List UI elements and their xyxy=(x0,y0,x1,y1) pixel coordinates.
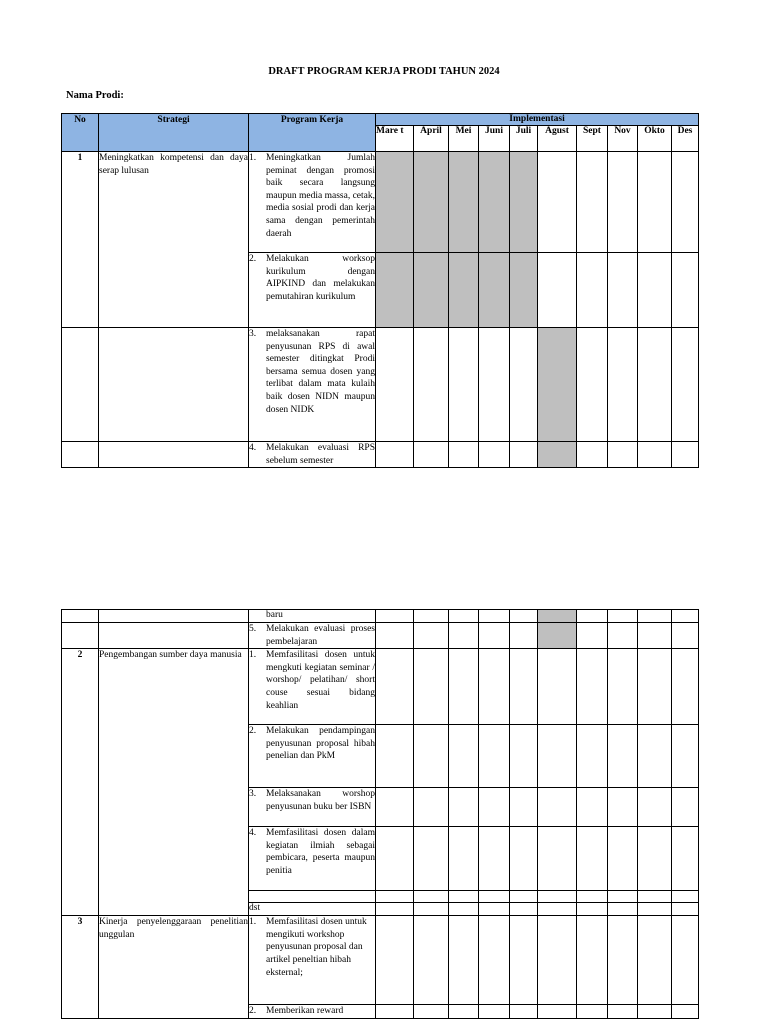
month-cell xyxy=(510,152,538,253)
month-cell xyxy=(449,328,479,442)
item-number: 2. xyxy=(249,1006,257,1017)
month-cell xyxy=(510,328,538,442)
month-cell xyxy=(672,725,699,788)
month-cell xyxy=(638,788,672,827)
month-cell xyxy=(479,903,510,916)
month-cell xyxy=(510,725,538,788)
month-cell xyxy=(449,827,479,891)
item-text: Meningkatkan Jumlah peminat dengan promosi baik secara langsung maupun media massa, cetak, media sosial prodi dan kerja sama dengan pemerintah daerah xyxy=(266,153,375,239)
row-number xyxy=(62,328,99,442)
month-cell xyxy=(376,649,414,725)
month-cell xyxy=(449,152,479,253)
row-number xyxy=(62,442,99,468)
month-cell xyxy=(479,442,510,468)
month-cell xyxy=(577,891,608,903)
month-cell xyxy=(538,152,577,253)
month-cell xyxy=(414,725,449,788)
month-cell xyxy=(510,788,538,827)
month-cell xyxy=(538,442,577,468)
month-cell xyxy=(449,916,479,1005)
item-text: Memberikan reward xyxy=(266,1006,344,1017)
month-cell xyxy=(672,788,699,827)
month-cell xyxy=(577,623,608,649)
month-cell xyxy=(638,442,672,468)
month-cell xyxy=(638,903,672,916)
month-cell xyxy=(672,916,699,1005)
item-text: Melakukan evaluasi RPS sebelum semester xyxy=(266,443,375,466)
month-cell xyxy=(577,827,608,891)
month-cell xyxy=(479,649,510,725)
month-cell xyxy=(414,253,449,328)
month-cell xyxy=(608,891,638,903)
header-month: Des xyxy=(672,126,699,152)
month-cell xyxy=(376,442,414,468)
month-cell xyxy=(376,1005,414,1019)
header-month: Okto xyxy=(638,126,672,152)
program-cell xyxy=(249,827,376,891)
month-cell xyxy=(577,328,608,442)
month-cell xyxy=(672,649,699,725)
month-cell xyxy=(376,253,414,328)
month-cell xyxy=(638,916,672,1005)
month-cell xyxy=(538,827,577,891)
month-cell xyxy=(449,1005,479,1019)
month-cell xyxy=(577,1005,608,1019)
program-cell xyxy=(249,253,376,328)
month-cell xyxy=(638,610,672,623)
month-cell xyxy=(577,442,608,468)
item-number: 3. xyxy=(249,789,257,800)
month-cell xyxy=(608,1005,638,1019)
table-row xyxy=(62,649,699,725)
month-cell xyxy=(376,916,414,1005)
table-row xyxy=(62,916,699,1005)
month-cell xyxy=(638,623,672,649)
month-cell xyxy=(672,1005,699,1019)
month-cell xyxy=(376,891,414,903)
program-cell xyxy=(249,788,376,827)
header-month: Nov xyxy=(608,126,638,152)
month-cell xyxy=(449,788,479,827)
month-cell xyxy=(672,903,699,916)
month-cell xyxy=(672,610,699,623)
month-cell xyxy=(608,827,638,891)
item-number: 5. xyxy=(249,624,257,634)
month-cell xyxy=(510,1005,538,1019)
month-cell xyxy=(376,827,414,891)
month-cell xyxy=(577,649,608,725)
item-text: Melakukan worksop kurikulum dengan AIPKIND dan melakukan pemutahiran kurikulum xyxy=(266,254,375,302)
month-cell xyxy=(538,328,577,442)
month-cell xyxy=(479,891,510,903)
month-cell xyxy=(449,903,479,916)
month-cell xyxy=(538,916,577,1005)
month-cell xyxy=(577,253,608,328)
month-cell xyxy=(672,442,699,468)
row-number xyxy=(62,623,99,649)
item-text: Memfasilitasi dosen untuk mengkuti kegiatan seminar / worshop/ pelatihan/ short couse sesuai bidang keahlian xyxy=(266,650,375,711)
table-row xyxy=(62,610,699,623)
month-cell xyxy=(608,152,638,253)
month-cell xyxy=(577,152,608,253)
table-row xyxy=(62,442,699,468)
month-cell xyxy=(672,152,699,253)
month-cell xyxy=(577,725,608,788)
month-cell xyxy=(577,903,608,916)
month-cell xyxy=(414,788,449,827)
month-cell xyxy=(449,253,479,328)
month-cell xyxy=(672,253,699,328)
row-number: 1 xyxy=(62,152,99,328)
program-table-page-1 xyxy=(61,113,699,468)
month-cell xyxy=(538,891,577,903)
month-cell xyxy=(538,788,577,827)
month-cell xyxy=(577,916,608,1005)
program-cell xyxy=(249,1005,376,1019)
strategy-cell xyxy=(99,442,249,468)
month-cell xyxy=(538,623,577,649)
month-cell xyxy=(449,725,479,788)
month-cell xyxy=(510,623,538,649)
strategy-cell: Kinerja penyelenggaraan penelitian unggulan xyxy=(99,916,249,1019)
month-cell xyxy=(672,623,699,649)
month-cell xyxy=(414,152,449,253)
month-cell xyxy=(638,1005,672,1019)
strategy-cell: Meningkatkan kompetensi dan daya serap lulusan xyxy=(99,152,249,328)
month-cell xyxy=(510,903,538,916)
table-row xyxy=(62,623,699,649)
header-strategi: Strategi xyxy=(99,114,249,152)
month-cell xyxy=(479,623,510,649)
month-cell xyxy=(638,253,672,328)
table-row xyxy=(62,328,699,442)
row-number: 3 xyxy=(62,916,99,1019)
month-cell xyxy=(479,827,510,891)
month-cell xyxy=(638,725,672,788)
month-cell xyxy=(414,827,449,891)
item-number: 4. xyxy=(249,443,257,453)
month-cell xyxy=(479,328,510,442)
item-text: baru xyxy=(266,610,283,620)
month-cell xyxy=(376,610,414,623)
month-cell xyxy=(672,827,699,891)
month-cell xyxy=(414,916,449,1005)
month-cell xyxy=(479,610,510,623)
header-month: Juli xyxy=(510,126,538,152)
month-cell xyxy=(376,152,414,253)
month-cell xyxy=(638,891,672,903)
prodi-label: Nama Prodi: xyxy=(66,90,124,101)
item-number: 1. xyxy=(249,917,257,928)
month-cell xyxy=(510,649,538,725)
item-text: Melakukan pendampingan penyusunan proposal hibah penelian dan PkM xyxy=(266,726,375,762)
item-text: dst xyxy=(249,903,261,914)
month-cell xyxy=(414,442,449,468)
strategy-cell xyxy=(99,328,249,442)
item-text: melaksanakan rapat penyusunan RPS di awal semester ditingkat Prodi bersama semua dosen yang terlibat dalam mata kulaih baik dosen NIDN maupun dosen NIDK xyxy=(266,329,375,415)
month-cell xyxy=(608,788,638,827)
strategy-cell: Pengembangan sumber daya manusia xyxy=(99,649,249,916)
program-table-page-2 xyxy=(61,609,699,1019)
month-cell xyxy=(479,788,510,827)
program-cell xyxy=(249,328,376,442)
header-implementasi: Implementasi xyxy=(376,114,699,126)
month-cell xyxy=(608,328,638,442)
month-cell xyxy=(414,328,449,442)
header-program-kerja: Program Kerja xyxy=(249,114,376,152)
strategy-cell xyxy=(99,623,249,649)
row-number: 2 xyxy=(62,649,99,916)
month-cell xyxy=(608,916,638,1005)
header-month: Mare t xyxy=(376,126,414,152)
program-cell xyxy=(249,725,376,788)
month-cell xyxy=(449,891,479,903)
month-cell xyxy=(510,610,538,623)
program-cell xyxy=(249,891,376,903)
item-number xyxy=(249,610,266,621)
month-cell xyxy=(376,623,414,649)
program-cell xyxy=(249,623,376,649)
month-cell xyxy=(577,610,608,623)
strategy-cell xyxy=(99,610,249,623)
month-cell xyxy=(414,649,449,725)
month-cell xyxy=(449,610,479,623)
month-cell xyxy=(376,725,414,788)
header-month: Sept xyxy=(577,126,608,152)
item-number: 1. xyxy=(249,153,257,163)
month-cell xyxy=(672,328,699,442)
item-number: 4. xyxy=(249,828,257,839)
month-cell xyxy=(608,623,638,649)
program-cell xyxy=(249,916,376,1005)
month-cell xyxy=(672,891,699,903)
month-cell xyxy=(608,649,638,725)
month-cell xyxy=(449,623,479,649)
month-cell xyxy=(608,903,638,916)
program-cell xyxy=(249,152,376,253)
month-cell xyxy=(538,253,577,328)
month-cell xyxy=(449,649,479,725)
month-cell xyxy=(376,903,414,916)
month-cell xyxy=(638,649,672,725)
header-no: No xyxy=(62,114,99,152)
month-cell xyxy=(608,610,638,623)
month-cell xyxy=(638,328,672,442)
item-text: Melakukan evaluasi proses pembelajaran xyxy=(266,624,375,647)
month-cell xyxy=(577,788,608,827)
month-cell xyxy=(510,891,538,903)
month-cell xyxy=(638,827,672,891)
month-cell xyxy=(608,442,638,468)
program-cell xyxy=(249,649,376,725)
item-text: Melaksanakan worshop penyusunan buku ber ISBN xyxy=(266,789,375,812)
program-cell xyxy=(249,903,376,916)
header-month: Juni xyxy=(479,126,510,152)
month-cell xyxy=(538,649,577,725)
month-cell xyxy=(414,903,449,916)
month-cell xyxy=(510,827,538,891)
program-cell xyxy=(249,442,376,468)
month-cell xyxy=(510,442,538,468)
header-month: Agust xyxy=(538,126,577,152)
header-month: Mei xyxy=(449,126,479,152)
item-number: 2. xyxy=(249,254,257,264)
month-cell xyxy=(414,623,449,649)
month-cell xyxy=(538,725,577,788)
item-text: Memfasilitasi dosen dalam kegiatan ilmiah sebagai pembicara, peserta maupun penitia xyxy=(266,828,375,876)
header-month: April xyxy=(414,126,449,152)
month-cell xyxy=(376,328,414,442)
item-number: 1. xyxy=(249,650,257,661)
month-cell xyxy=(376,788,414,827)
month-cell xyxy=(538,1005,577,1019)
month-cell xyxy=(608,725,638,788)
month-cell xyxy=(510,916,538,1005)
month-cell xyxy=(479,152,510,253)
item-number: 3. xyxy=(249,329,257,339)
program-cell xyxy=(249,610,376,623)
month-cell xyxy=(510,253,538,328)
month-cell xyxy=(449,442,479,468)
month-cell xyxy=(414,1005,449,1019)
month-cell xyxy=(479,253,510,328)
month-cell xyxy=(479,725,510,788)
month-cell xyxy=(538,903,577,916)
month-cell xyxy=(479,1005,510,1019)
item-text: Memfasilitasi dosen untuk mengikuti workshop penyusunan proposal dan artikel peneltian hibah eksternal; xyxy=(266,917,367,978)
document-title: DRAFT PROGRAM KERJA PRODI TAHUN 2024 xyxy=(268,66,500,77)
table-row xyxy=(62,152,699,253)
month-cell xyxy=(638,152,672,253)
item-number: 2. xyxy=(249,726,257,737)
month-cell xyxy=(608,253,638,328)
month-cell xyxy=(414,891,449,903)
month-cell xyxy=(414,610,449,623)
month-cell xyxy=(479,916,510,1005)
row-number xyxy=(62,610,99,623)
month-cell xyxy=(538,610,577,623)
